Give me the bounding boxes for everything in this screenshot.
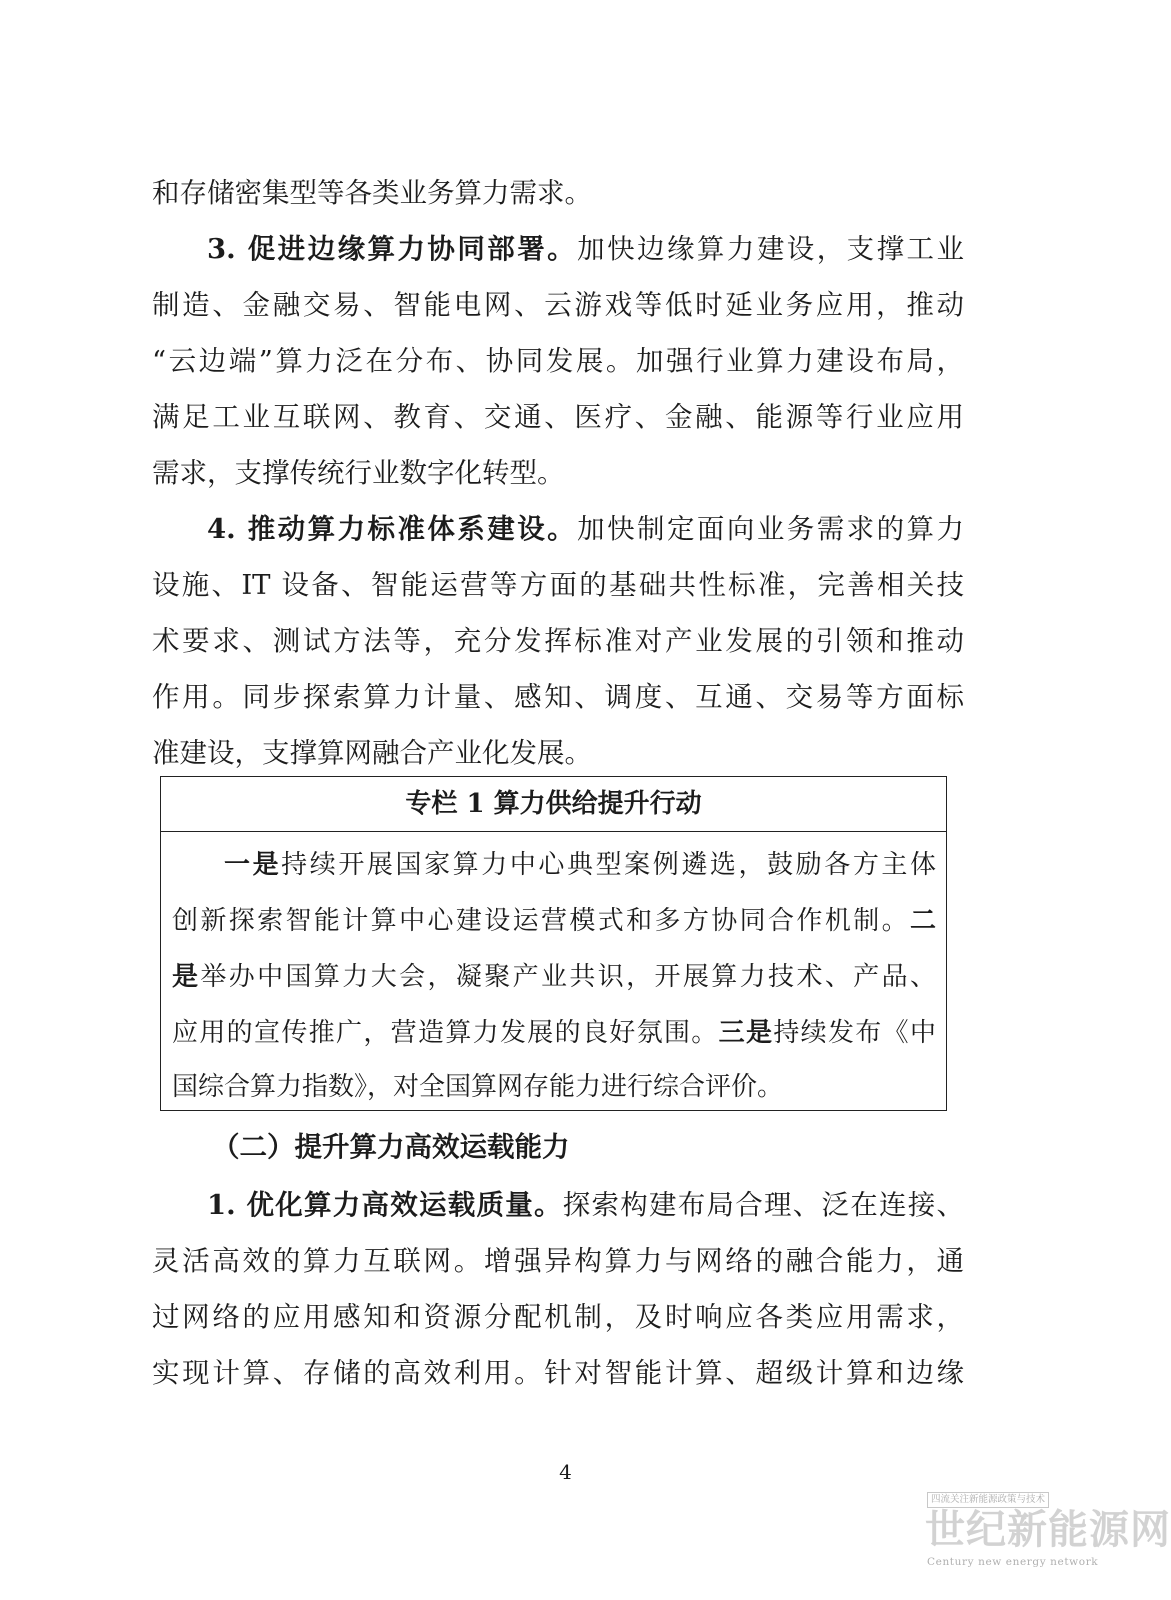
column-box-line: 一是持续开展国家算力中心典型案例遴选，鼓励各方主体 (224, 850, 936, 880)
column-box-line: 应用的宣传推广，营造算力发展的良好氛围。三是持续发布《中 (172, 1018, 936, 1048)
text-line: 过网络的应用感知和资源分配机制，及时响应各类应用需求， (152, 1301, 964, 1333)
text-line: 设施、IT 设备、智能运营等方面的基础共性标准，完善相关技 (152, 569, 964, 601)
watermark-subtitle: Century new energy network (927, 1556, 1099, 1568)
watermark-tagline: 四流关注新能源政策与技术 (927, 1492, 1049, 1508)
text-line: 准建设，支撑算网融合产业化发展。 (152, 737, 592, 769)
watermark-logo-text: 世纪新能源网 (925, 1506, 1171, 1553)
text-line: 术要求、测试方法等，充分发挥标准对产业发展的引领和推动 (152, 625, 964, 657)
text-line: 灵活高效的算力互联网。增强异构算力与网络的融合能力，通 (152, 1245, 964, 1277)
text-line: 实现计算、存储的高效利用。针对智能计算、超级计算和边缘 (152, 1357, 964, 1389)
column-box-line: 创新探索智能计算中心建设运营模式和多方协同合作机制。二 (172, 906, 936, 936)
watermark (925, 1492, 1171, 1592)
section-heading: （二）提升算力高效运载能力 (212, 1131, 570, 1163)
column-box-title: 专栏 1 算力供给提升行动 (161, 777, 946, 832)
paragraph-heading: 4. 推动算力标准体系建设。 (207, 513, 578, 545)
column-box-line: 是举办中国算力大会，凝聚产业共识，开展算力技术、产品、 (172, 962, 936, 992)
text-line: 需求，支撑传统行业数字化转型。 (152, 457, 565, 489)
text-line: 和存储密集型等各类业务算力需求。 (152, 177, 592, 209)
column-box (160, 776, 947, 1111)
text-line: “云边端”算力泛在分布、协同发展。加强行业算力建设布局， (152, 345, 964, 377)
text-line: 满足工业互联网、教育、交通、医疗、金融、能源等行业应用 (152, 401, 964, 433)
paragraph-first-line: 3. 促进边缘算力协同部署。加快边缘算力建设，支撑工业 (207, 233, 964, 265)
text-line: 作用。同步探索算力计量、感知、调度、互通、交易等方面标 (152, 681, 964, 713)
page-number: 4 (559, 1460, 572, 1484)
paragraph-first-line: 1. 优化算力高效运载质量。探索构建布局合理、泛在连接、 (207, 1189, 964, 1221)
paragraph-first-line: 4. 推动算力标准体系建设。加快制定面向业务需求的算力 (207, 513, 964, 545)
paragraph-heading: 3. 促进边缘算力协同部署。 (207, 233, 578, 265)
text-line: 制造、金融交易、智能电网、云游戏等低时延业务应用，推动 (152, 289, 964, 321)
paragraph-heading: 1. 优化算力高效运载质量。 (207, 1189, 563, 1221)
column-box-line: 国综合算力指数》，对全国算网存能力进行综合评价。 (172, 1072, 784, 1102)
